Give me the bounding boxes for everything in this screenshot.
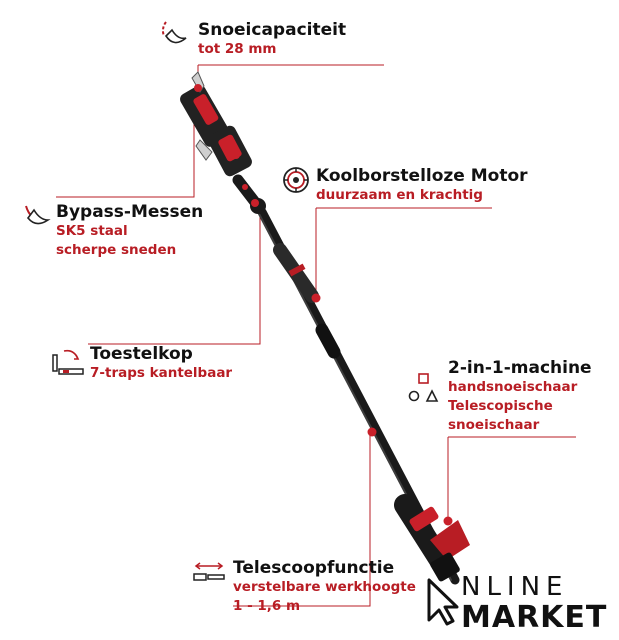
leader-lines xyxy=(56,65,576,606)
logo-text-bottom: MARKET xyxy=(461,600,608,635)
callout-title: Bypass-Messen xyxy=(56,202,204,222)
cursor-logo-icon xyxy=(425,576,459,626)
callout-title: Toestelkop xyxy=(90,344,193,364)
callout-line: handsnoeischaar xyxy=(448,379,578,395)
telescope-icon xyxy=(192,562,228,588)
callout-line: 7-traps kantelbaar xyxy=(90,365,233,381)
callout-title: Telescoopfunctie xyxy=(233,558,395,578)
online-market-logo xyxy=(425,572,615,638)
bypass-blade-icon xyxy=(22,200,52,232)
callout-line: verstelbare werkhoogte xyxy=(233,579,416,595)
shapes-icon xyxy=(406,372,442,410)
callout-title: Snoeicapaciteit xyxy=(198,20,347,40)
tilt-head-icon xyxy=(50,345,86,383)
callout-bypass xyxy=(56,202,203,260)
motor-icon xyxy=(282,166,310,198)
callout-toestelkop xyxy=(90,344,232,383)
callout-title: 2-in-1-machine xyxy=(448,358,592,378)
callout-line: tot 28 mm xyxy=(198,41,277,57)
callout-line: scherpe sneden xyxy=(56,242,177,258)
callout-title: Koolborstelloze Motor xyxy=(316,166,528,186)
callout-telescoop xyxy=(233,558,416,616)
callout-snoeicapaciteit xyxy=(198,20,346,59)
callout-line: Telescopische xyxy=(448,398,553,414)
callout-machine xyxy=(448,358,592,435)
callout-line: 1 - 1,6 m xyxy=(233,598,301,614)
callout-line: duurzaam en krachtig xyxy=(316,187,483,203)
shear-capacity-icon xyxy=(160,18,190,54)
pole-saw xyxy=(178,72,470,583)
callout-line: SK5 staal xyxy=(56,223,128,239)
callout-line: snoeischaar xyxy=(448,417,540,433)
logo-text-top: NLINE xyxy=(461,572,569,602)
callout-motor xyxy=(316,166,528,205)
